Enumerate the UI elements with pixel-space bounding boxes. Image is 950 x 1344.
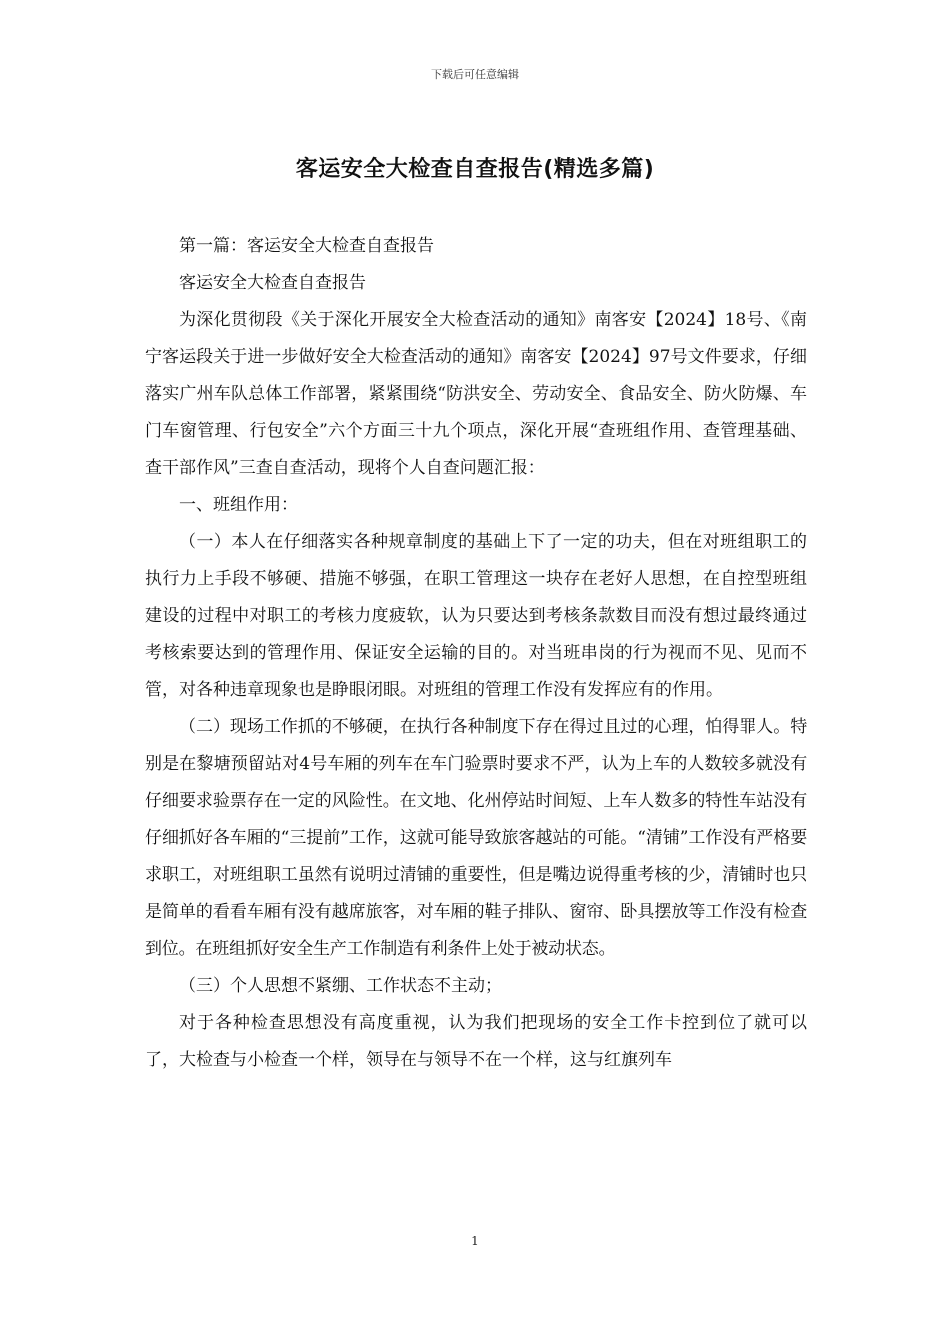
subheading-team-role: 一、班组作用： <box>179 495 298 515</box>
document-body <box>145 228 807 1079</box>
header-note: 下载后可任意编辑 <box>431 68 519 81</box>
paragraph-intro: 为深化贯彻段《关于深化开展安全大检查活动的通知》南客安【2024】18号、《南宁客运段关于进一步做好安全大检查活动的通知》南客安【2024】97号文件要求，仔细落实广州车队总体工作部署，紧紧围绕“防洪安全、劳动安全、食品安全、防火防爆、车门车窗管理、行包安全”六个方面三十九个项点，深化开展“查班组作用、查管理基础、查干部作风”三查自查活动，现将个人自查问题汇报： <box>145 310 807 478</box>
paragraph-item-1: （一）本人在仔细落实各种规章制度的基础上下了一定的功夫，但在对班组职工的执行力上手段不够硬、措施不够强，在职工管理这一块存在老好人思想，在自控型班组建设的过程中对职工的考核力度疲软，认为只要达到考核条款数目而没有想过最终通过考核索要达到的管理作用、保证安全运输的目的。对当班串岗的行为视而不见、见而不管，对各种违章现象也是睁眼闭眼。对班组的管理工作没有发挥应有的作用。 <box>145 532 807 700</box>
report-subtitle: 客运安全大检查自查报告 <box>179 273 366 293</box>
document-title: 客运安全大检查自查报告(精选多篇) <box>295 157 655 182</box>
paragraph-item-3-body: 对于各种检查思想没有高度重视，认为我们把现场的安全工作卡控到位了就可以了，大检查与小检查一个样，领导在与领导不在一个样，这与红旗列车 <box>145 1013 807 1070</box>
paragraph-item-2: （二）现场工作抓的不够硬，在执行各种制度下存在得过且过的心理，怕得罪人。特别是在黎塘预留站对4号车厢的列车在车门验票时要求不严，认为上车的人数较多就没有仔细要求验票存在一定的风险性。在文地、化州停站时间短、上车人数多的特性车站没有仔细抓好各车厢的“三提前”工作，这就可能导致旅客越站的可能。“清铺”工作没有严格要求职工，对班组职工虽然有说明过清铺的重要性，但是嘴边说得重考核的少，清铺时也只是简单的看看车厢有没有越席旅客，对车厢的鞋子排队、窗帘、卧具摆放等工作没有检查到位。在班组抓好安全生产工作制造有利条件上处于被动状态。 <box>145 717 807 959</box>
section-heading: 第一篇：客运安全大检查自查报告 <box>179 236 434 256</box>
page-number: 1 <box>471 1234 479 1248</box>
paragraph-item-3-heading: （三）个人思想不紧绷、工作状态不主动； <box>179 976 502 996</box>
